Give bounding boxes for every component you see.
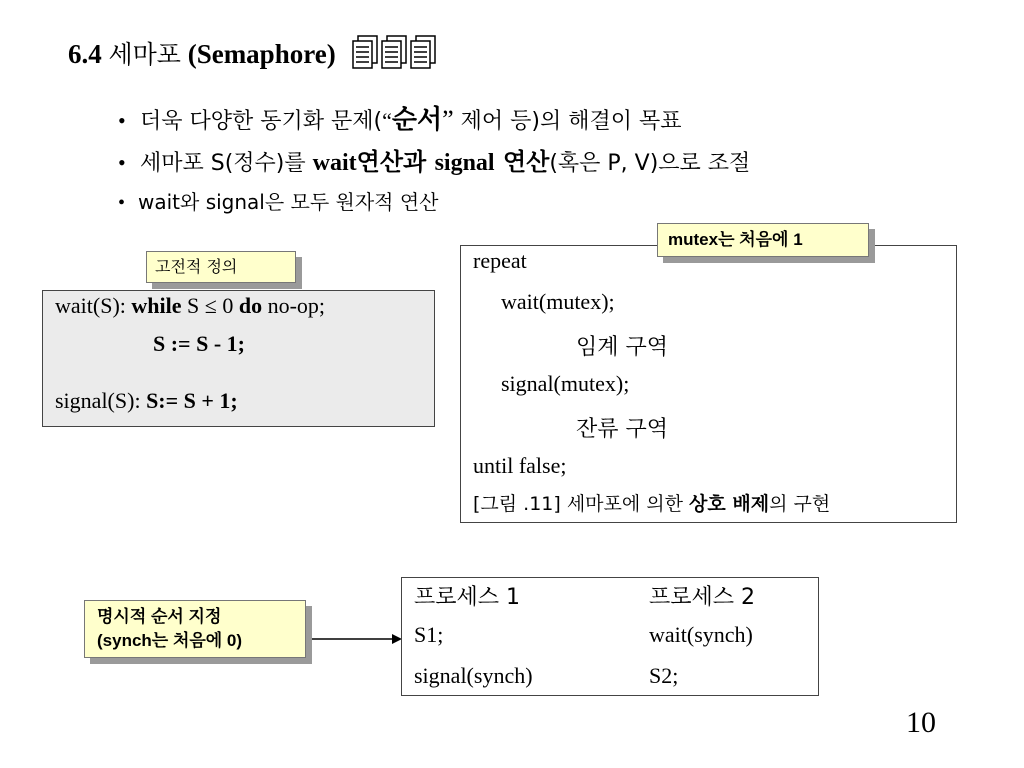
callout-label: mutex는 처음에 1 [657, 223, 869, 257]
emphasis-order: 순서 [391, 105, 443, 135]
bullet-dot: • [118, 108, 126, 133]
process-1-step: signal(synch) [414, 663, 533, 688]
callout-explicit-order [84, 600, 306, 658]
callout-label: 명시적 순서 지정 (synch는 처음에 0) [84, 600, 306, 658]
document-icons [352, 35, 436, 69]
callout-mutex-init [657, 223, 869, 257]
callout-classic-definition [146, 251, 296, 283]
classic-definition-box [42, 290, 435, 427]
figure-caption: [그림 .11] 세마포에 의한 상호 배제의 구현 [473, 493, 831, 515]
bullet-atomic: • wait와 signal은 모두 원자적 연산 [118, 184, 438, 221]
code-line: signal(mutex); [501, 371, 630, 396]
section-number: 6.4 [68, 39, 102, 69]
document-icon [410, 35, 436, 69]
bullet-dot: • [118, 150, 126, 175]
document-icon [381, 35, 407, 69]
process-2-header: 프로세스 2 [649, 585, 755, 610]
process-2-step: wait(synch) [649, 622, 753, 647]
process-1-step: S1; [414, 622, 444, 647]
bullet-semaphore-ops: • 세마포 S(정수)를 wait연산과 signal 연산(혹은 P, V)으로 조절 [118, 142, 750, 184]
document-icon [352, 35, 378, 69]
wait-decrement: S := S - 1; [153, 331, 245, 356]
title-english: (Semaphore) [187, 39, 336, 69]
code-line: repeat [473, 248, 527, 273]
wait-definition: wait(S): while S ≤ 0 do no-op; [55, 293, 326, 318]
slide-title [68, 34, 436, 75]
code-line-remainder-section: 잔류 구역 [576, 417, 669, 442]
callout-label: 고전적 정의 [146, 251, 296, 283]
process-2-step: S2; [649, 663, 679, 688]
keyword-wait: wait [312, 150, 357, 176]
title-korean: 세마포 [108, 40, 181, 69]
page-number: 10 [906, 706, 936, 739]
code-line-critical-section: 임계 구역 [576, 335, 669, 360]
code-line: until false; [473, 453, 567, 478]
process-1-header: 프로세스 1 [414, 585, 520, 610]
bullet-goal: • 더욱 다양한 동기화 문제(“순서” 제어 등)의 해결이 목표 [118, 100, 681, 142]
process-order-box [401, 577, 819, 696]
bullet-dot: • [118, 192, 126, 214]
keyword-signal: signal [434, 150, 495, 176]
arrow-right-icon [312, 629, 404, 649]
code-line: wait(mutex); [501, 289, 615, 314]
signal-definition: signal(S): S:= S + 1; [55, 388, 238, 413]
mutex-code-box [460, 245, 957, 523]
